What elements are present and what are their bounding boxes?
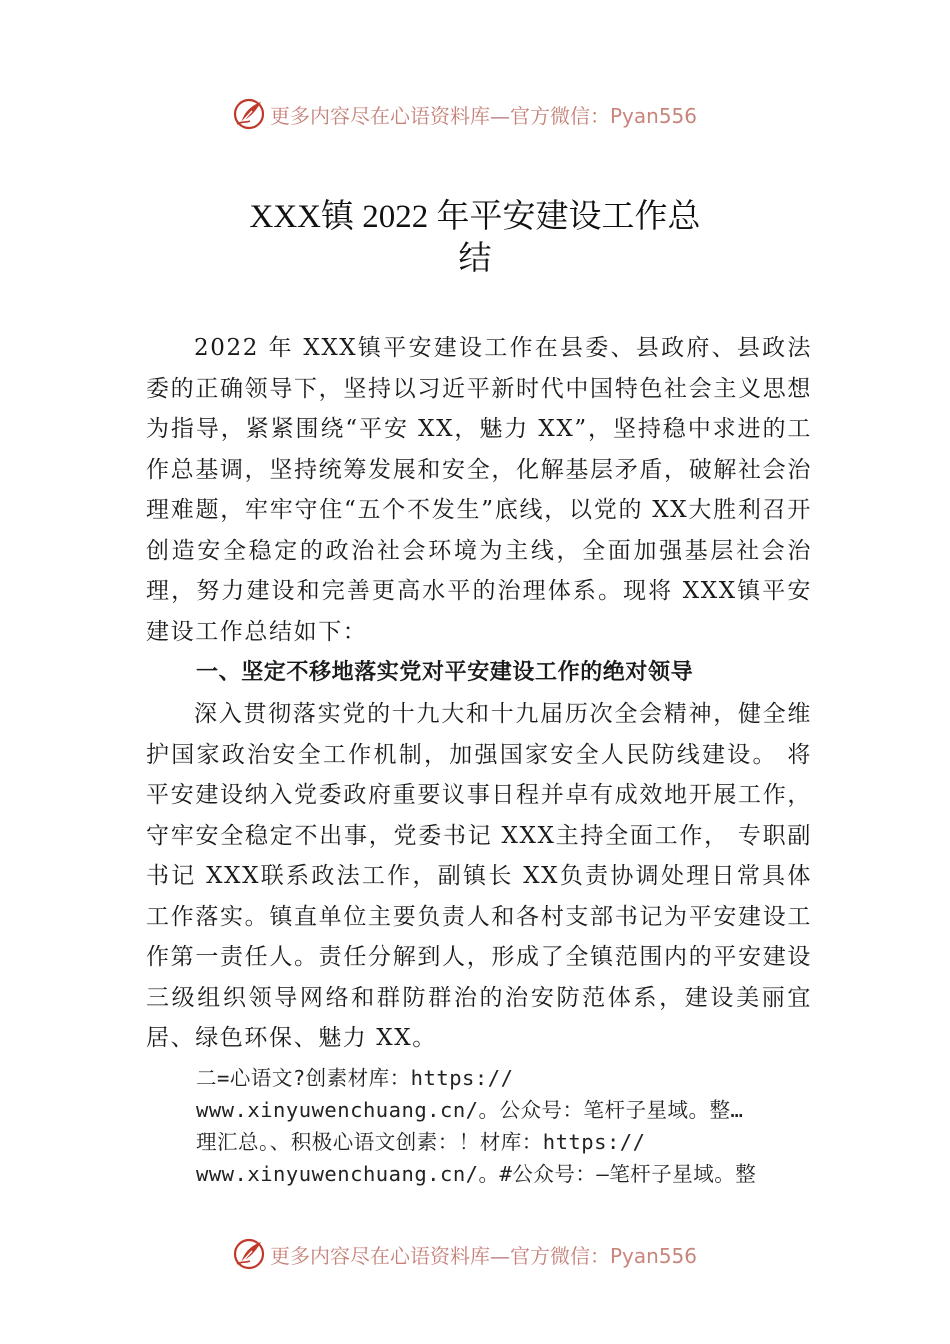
banner-wechat-label: 官方微信： — [510, 103, 610, 128]
section-heading-1: 一、坚定不移地落实党对平安建设工作的绝对领导 — [196, 660, 694, 685]
document-title — [150, 196, 800, 280]
banner-text — [270, 1240, 697, 1269]
document-body — [146, 328, 812, 1059]
banner-main-text: 更多内容尽在心语资料库 — [270, 1243, 490, 1268]
ad-line-3: 理汇总。、积极心语文创素：！材库：https:// — [196, 1130, 646, 1154]
banner-wechat-id: Pyan556 — [610, 103, 698, 128]
header-banner[interactable] — [232, 96, 752, 132]
banner-text — [270, 100, 697, 129]
section-1-paragraph: 深入贯彻落实党的十九大和十九届历次全会精神，健全维护国家政治安全工作机制，加强国家安全人民防线建设。 将平安建设纳入党委政府重要议事日程并卓有成效地开展工作，守牢安全稳定不出事，党委书记 XXX主持全面工作， 专职副书记 XXX联系政法工作，副镇长 XX负责协调处理日常具体工作落实。镇直单位主要负责人和各村支部书记为平安建设工作第一责任人。责任分解到人，形成了全镇范围内的平安建设三级组织领导网络和群防群治的治安防范体系，建设美丽宜居、绿色环保、魅力 XX。 — [146, 701, 812, 1051]
feather-pen-logo-icon — [232, 97, 266, 131]
title-line-1: XXX镇 2022 年平安建设工作总 — [249, 199, 701, 235]
ad-text-block — [196, 1062, 826, 1190]
banner-separator: — — [490, 1243, 510, 1268]
banner-wechat-label: 官方微信： — [510, 1243, 610, 1268]
title-line-2: 结 — [458, 241, 492, 277]
ad-line-4: www.xinyuwenchuang.cn/。#公众号：—笔杆子星域。整 — [196, 1162, 757, 1186]
banner-wechat-id: Pyan556 — [610, 1243, 698, 1268]
intro-paragraph: 2022 年 XXX镇平安建设工作在县委、县政府、县政法委的正确领导下，坚持以习近平新时代中国特色社会主义思想为指导，紧紧围绕“平安 XX，魅力 XX”，坚持稳中求进的工作总基调，坚持统筹发展和安全，化解基层矛盾，破解社会治理难题，牢牢守住“五个不发生”底线，以党的 XX大胜利召开创造安全稳定的政治社会环境为主线，全面加强基层社会治理，努力建设和完善更高水平的治理体系。现将 XXX镇平安建设工作总结如下： — [146, 335, 812, 645]
feather-pen-logo-icon — [232, 1237, 266, 1271]
ad-line-2: www.xinyuwenchuang.cn/。公众号：笔杆子星域。整… — [196, 1098, 744, 1122]
banner-main-text: 更多内容尽在心语资料库 — [270, 103, 490, 128]
ad-line-1: 二=心语文?创素材库：https:// — [196, 1066, 514, 1090]
banner-separator: — — [490, 103, 510, 128]
footer-banner[interactable] — [232, 1236, 752, 1272]
